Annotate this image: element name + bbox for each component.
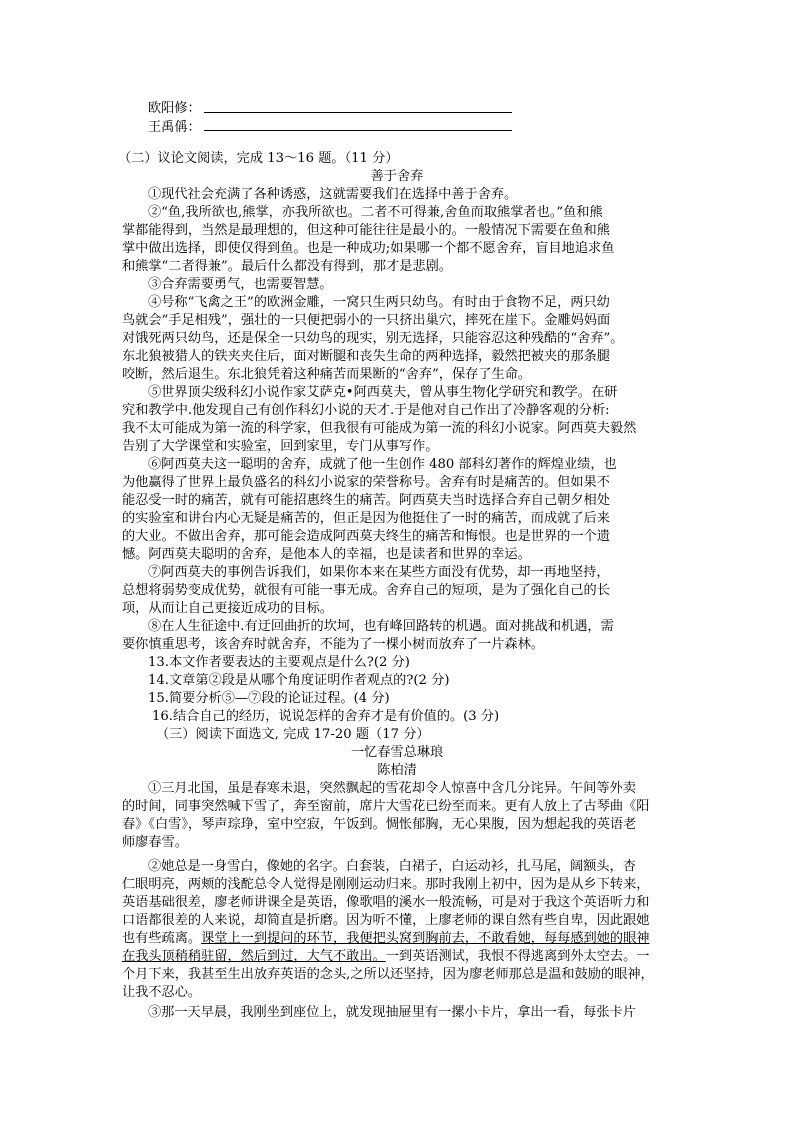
s3-line bbox=[122, 930, 650, 948]
s2-line: ③合弃需要勇气，也需要智慧。 bbox=[148, 277, 333, 292]
s2-line: 总想将弱势变成优势，就很有可能一事无成。舍弃自己的短项，是为了强化自己的长 bbox=[122, 583, 610, 598]
s2-line: 我不太可能成为第一流的科学家，但我很有可能成为第一流的科幻小说家。阿西莫夫毅然 bbox=[122, 421, 637, 436]
question-14: 14.文章第②段是从哪个角度证明作者观点的?(2 分) bbox=[148, 673, 450, 688]
s2-line: 咬断，然后退生。东北狼凭着这种痛苦而果断的“舍弃”，保存了生命。 bbox=[122, 367, 532, 382]
s3-line: 让我不忍心。 bbox=[122, 985, 202, 1000]
s2-line: 掌都能得到，当然是最理想的，但这种可能往往是最小的。一般情况下需要在鱼和熊 bbox=[122, 223, 610, 238]
name2-answer-line[interactable] bbox=[204, 130, 512, 131]
s3-line: 仁眼明亮，两颊的浅酡总令人觉得是刚刚运动归来。那时我刚上初中，因为是从乡下转来， bbox=[122, 877, 650, 892]
s3-line: 春》《白雪》，琴声琮琤，室中空寂，午饭到。惆怅郁胸，无心果腹，因为想起我的英语老 bbox=[122, 817, 637, 832]
section3-author: 陈柏清 bbox=[377, 763, 417, 778]
s3-line: 口语都很差的人来说，却简直是折磨。因为听不懂，上廖老师的课自然有些自卑，因此跟她 bbox=[122, 913, 650, 928]
question-15: 15.简要分析⑤—⑦段的论证过程。(4 分) bbox=[148, 691, 390, 706]
s2-line: 能忍受一时的痛苦，就有可能招惠终生的痛苦。阿西莫夫当时选择合弃自己朝夕相处 bbox=[122, 493, 610, 508]
s3-line: ③那一天早晨，我刚坐到座位上，就发现抽屉里有一摞小卡片，拿出一看，每张卡片 bbox=[148, 1005, 636, 1020]
question-13: 13.本文作者要表达的主要观点是什么?(2 分) bbox=[148, 655, 410, 670]
s3-line: 师廖春雪。 bbox=[122, 835, 188, 850]
s3-line: ②她总是一身雪白，像她的名字。白套装，白裙子，白运动衫，扎马尾，阔额头，杏 bbox=[148, 859, 636, 874]
s2-line: 鸟就会“手足相残”，强壮的一只便把弱小的一只挤出巢穴，摔死在崖下。金雕妈妈面 bbox=[122, 313, 611, 328]
s2-line: 对饿死两只幼鸟，还是保全一只幼鸟的现实，别无选择，只能容忍这种残酷的“舍弃”。 bbox=[122, 331, 624, 346]
s2-line: ②“鱼,我所欲也,熊掌，亦我所欲也。二者不可得兼,舍鱼而取熊掌者也。”鱼和熊 bbox=[148, 205, 603, 220]
s3-line-rest: 一到英语测试，我恨不得逃离到外太空去。一 bbox=[385, 949, 650, 964]
s2-line: 告别了大学课堂和实验室，回到家里，专门从事写作。 bbox=[122, 439, 439, 454]
name2-label: 王禹偁： bbox=[148, 120, 201, 135]
s2-line: 东北狼被猎人的铁夹夹住后，面对断腿和丧失生命的两种选择，毅然把被夹的那条腿 bbox=[122, 349, 610, 364]
s2-line: 究和教学中.他发现自己有创作科幻小说的天才.于是他对自己作出了冷静客观的分析: bbox=[122, 403, 610, 418]
section3-heading: （三）阅读下面选文, 完成 17-20 题（17 分） bbox=[156, 727, 430, 742]
underlined-sentence-cont: 在我头顶稍稍驻留，然后到过，大气不敢出。 bbox=[122, 949, 386, 964]
s2-line: 的大业。不做出舍弃，那可能会造成阿西莫夫终生的痛苦和悔恨。也是世界的一个遗 bbox=[122, 529, 610, 544]
s2-line: ①现代社会充满了各种诱惑，这就需要我们在选择中善于舍弃。 bbox=[148, 187, 518, 202]
s2-line: 为他赢得了世界上最负盛名的科幻小说家的荣誉称号。舍弃有时是痛苦的。但如果不 bbox=[122, 475, 610, 490]
s2-line: 掌中做出选择，即使仅得到鱼。也是一种成功;如果哪一个都不愿舍弃，盲目地追求鱼 bbox=[122, 241, 615, 256]
s3-line-start: 也有些疏离。 bbox=[122, 931, 202, 946]
s2-line: 和熊掌“二者得兼”。最后什么都没有得到，那才是悲剧。 bbox=[122, 259, 452, 274]
s2-line: 的实验室和讲台内心无疑是痛苦的，但正是因为他挺住了一时的痛苦，而成就了后来 bbox=[122, 511, 610, 526]
s3-line: 个月下来，我甚至生出放弃英语的念头,之所以还坚持，因为廖老师那总是温和鼓励的眼神， bbox=[122, 967, 654, 982]
s2-line: 要你慎重思考，该舍弃时就舍弃，不能为了一棵小树而放弃了一片森林。 bbox=[122, 637, 544, 652]
s2-line: ⑦阿西莫夫的事例告诉我们，如果你本来在某些方面没有优势，却一再地坚持， bbox=[148, 565, 610, 580]
underlined-sentence: 课堂上一到提问的环节，我便把头窝到胸前去，不敢看她，每每感到她的眼神 bbox=[201, 931, 650, 946]
name1-label: 欧阳修： bbox=[148, 101, 201, 116]
s3-line: 英语基础很差，廖老师讲课全是英语，像歌唱的溪水一般流畅，可是对于我这个英语听力和 bbox=[122, 895, 650, 910]
s2-line: ⑧在人生征途中.有迂回曲折的坎坷，也有峰回路转的机遇。面对挑战和机遇，需 bbox=[148, 619, 614, 634]
s2-line: ⑥阿西莫夫这一聪明的舍弃，成就了他一生创作 480 部科幻著作的辉煌业绩，也 bbox=[148, 457, 617, 472]
name1-answer-line[interactable] bbox=[204, 112, 512, 113]
s2-line: 憾。阿西莫夫聪明的舍弃，是他本人的幸福，也是读者和世界的幸运。 bbox=[122, 547, 531, 562]
s2-line: 项，从而让自己更接近成功的目标。 bbox=[122, 601, 333, 616]
s3-line bbox=[122, 948, 650, 966]
question-16: 16.结合自己的经历，说说怎样的舍弃才是有价值的。(3 分) bbox=[152, 709, 500, 724]
s3-line: 的时间，同事突然喊下雪了，奔至窗前，席片大雪花已纷至而来。更有人放上了古琴曲《阳 bbox=[122, 799, 650, 814]
s2-line: ④号称“飞禽之王”的欧洲金雕，一窝只生两只幼鸟。有时由于食物不足，两只幼 bbox=[148, 295, 610, 310]
section2-title: 善于舍弃 bbox=[370, 169, 424, 184]
s2-line: ⑤世界顶尖级科幻小说作家艾萨克•阿西莫夫，曾从事生物化学研究和教学。在研 bbox=[148, 385, 618, 400]
section3-title: 一忆春雪总琳琅 bbox=[350, 745, 444, 760]
section2-heading: （二）议论文阅读，完成 13～16 题。（11 分） bbox=[118, 151, 399, 166]
s3-line: ①三月北国，虽是春寒未退，突然飘起的雪花却令人惊喜中含几分诧异。午间等外卖 bbox=[148, 781, 636, 796]
